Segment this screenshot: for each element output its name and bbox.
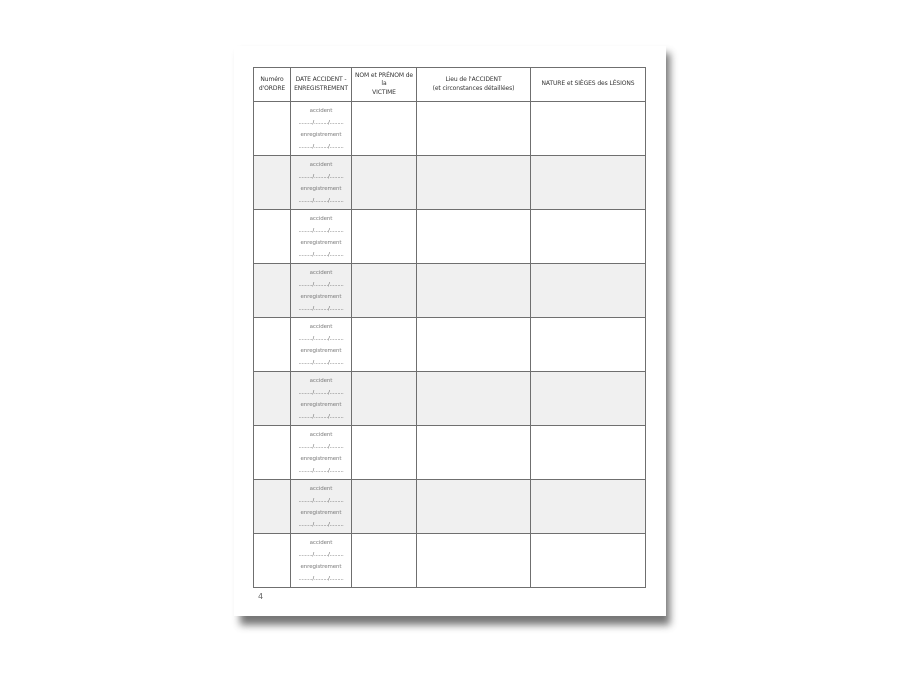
header-victim-name <box>352 68 417 102</box>
accident-label: accident <box>309 539 333 546</box>
injury-nature-cell[interactable] <box>531 264 646 318</box>
header-row <box>254 68 646 102</box>
accident-label: accident <box>309 215 333 222</box>
accident-register-table <box>253 67 646 588</box>
header-accident-date-line1: DATE ACCIDENT - <box>295 76 347 84</box>
accident-location-cell[interactable] <box>417 426 531 480</box>
registration-date-line: ........./........./......... <box>298 413 344 420</box>
victim-name-cell[interactable] <box>352 156 417 210</box>
registration-date-line: ........./........./......... <box>298 521 344 528</box>
header-victim-name-line2: VICTIME <box>372 88 396 96</box>
registration-label: enregistrement <box>300 131 342 138</box>
accident-location-cell[interactable] <box>417 210 531 264</box>
registration-label: enregistrement <box>300 185 342 192</box>
date-cell[interactable] <box>291 318 352 372</box>
accident-location-cell[interactable] <box>417 534 531 588</box>
table-row <box>254 480 646 534</box>
accident-label: accident <box>309 377 333 384</box>
table-row <box>254 534 646 588</box>
date-cell[interactable] <box>291 210 352 264</box>
date-cell[interactable] <box>291 264 352 318</box>
accident-date-line: ........./........./......... <box>298 551 344 558</box>
victim-name-cell[interactable] <box>352 426 417 480</box>
accident-label: accident <box>309 107 333 114</box>
victim-name-cell[interactable] <box>352 372 417 426</box>
accident-label: accident <box>309 485 333 492</box>
order-number-cell[interactable] <box>254 156 291 210</box>
order-number-cell[interactable] <box>254 534 291 588</box>
injury-nature-cell[interactable] <box>531 534 646 588</box>
registration-label: enregistrement <box>300 455 342 462</box>
page-number: 4 <box>258 592 264 601</box>
table-row <box>254 102 646 156</box>
table-row <box>254 264 646 318</box>
accident-location-cell[interactable] <box>417 372 531 426</box>
header-accident-location-line1: Lieu de l'ACCIDENT <box>445 76 502 84</box>
date-cell[interactable] <box>291 480 352 534</box>
register-page <box>234 46 666 616</box>
order-number-cell[interactable] <box>254 210 291 264</box>
header-victim-name-line1: NOM et PRÉNOM de la <box>354 72 414 88</box>
accident-location-cell[interactable] <box>417 318 531 372</box>
order-number-cell[interactable] <box>254 264 291 318</box>
date-cell[interactable] <box>291 372 352 426</box>
accident-location-cell[interactable] <box>417 480 531 534</box>
order-number-cell[interactable] <box>254 426 291 480</box>
order-number-cell[interactable] <box>254 318 291 372</box>
registration-date-line: ........./........./......... <box>298 305 344 312</box>
registration-label: enregistrement <box>300 239 342 246</box>
registration-label: enregistrement <box>300 509 342 516</box>
injury-nature-cell[interactable] <box>531 156 646 210</box>
victim-name-cell[interactable] <box>352 318 417 372</box>
accident-label: accident <box>309 269 333 276</box>
order-number-cell[interactable] <box>254 102 291 156</box>
accident-label: accident <box>309 431 333 438</box>
header-accident-date <box>291 68 352 102</box>
accident-date-line: ........./........./......... <box>298 173 344 180</box>
registration-date-line: ........./........./......... <box>298 251 344 258</box>
registration-date-line: ........./........./......... <box>298 143 344 150</box>
date-cell[interactable] <box>291 156 352 210</box>
table-row <box>254 156 646 210</box>
order-number-cell[interactable] <box>254 372 291 426</box>
date-cell[interactable] <box>291 426 352 480</box>
victim-name-cell[interactable] <box>352 264 417 318</box>
injury-nature-cell[interactable] <box>531 318 646 372</box>
header-order-number <box>254 68 291 102</box>
table-row <box>254 426 646 480</box>
accident-date-line: ........./........./......... <box>298 281 344 288</box>
order-number-cell[interactable] <box>254 480 291 534</box>
registration-label: enregistrement <box>300 563 342 570</box>
injury-nature-cell[interactable] <box>531 210 646 264</box>
accident-location-cell[interactable] <box>417 264 531 318</box>
accident-date-line: ........./........./......... <box>298 119 344 126</box>
accident-label: accident <box>309 323 333 330</box>
registration-label: enregistrement <box>300 401 342 408</box>
accident-location-cell[interactable] <box>417 156 531 210</box>
register-body <box>254 102 646 588</box>
accident-date-line: ........./........./......... <box>298 497 344 504</box>
registration-date-line: ........./........./......... <box>298 197 344 204</box>
table-row <box>254 372 646 426</box>
table-row <box>254 210 646 264</box>
injury-nature-cell[interactable] <box>531 426 646 480</box>
accident-date-line: ........./........./......... <box>298 443 344 450</box>
registration-date-line: ........./........./......... <box>298 359 344 366</box>
injury-nature-cell[interactable] <box>531 480 646 534</box>
victim-name-cell[interactable] <box>352 534 417 588</box>
date-cell[interactable] <box>291 102 352 156</box>
date-cell[interactable] <box>291 534 352 588</box>
header-injury-nature <box>531 68 646 102</box>
header-order-number-line1: Numéro <box>260 76 284 84</box>
injury-nature-cell[interactable] <box>531 102 646 156</box>
victim-name-cell[interactable] <box>352 210 417 264</box>
accident-label: accident <box>309 161 333 168</box>
accident-date-line: ........./........./......... <box>298 335 344 342</box>
registration-date-line: ........./........./......... <box>298 467 344 474</box>
registration-date-line: ........./........./......... <box>298 575 344 582</box>
header-injury-nature-line1: NATURE et SIÈGES des LÉSIONS <box>541 80 635 88</box>
victim-name-cell[interactable] <box>352 480 417 534</box>
registration-label: enregistrement <box>300 293 342 300</box>
header-accident-location <box>417 68 531 102</box>
accident-date-line: ........./........./......... <box>298 389 344 396</box>
accident-location-cell[interactable] <box>417 102 531 156</box>
header-accident-location-line2: (et circonstances détaillées) <box>432 84 515 92</box>
accident-date-line: ........./........./......... <box>298 227 344 234</box>
victim-name-cell[interactable] <box>352 102 417 156</box>
header-accident-date-line2: ENREGISTREMENT <box>294 84 348 92</box>
table-row <box>254 318 646 372</box>
registration-label: enregistrement <box>300 347 342 354</box>
header-order-number-line2: d'ORDRE <box>258 84 286 92</box>
injury-nature-cell[interactable] <box>531 372 646 426</box>
